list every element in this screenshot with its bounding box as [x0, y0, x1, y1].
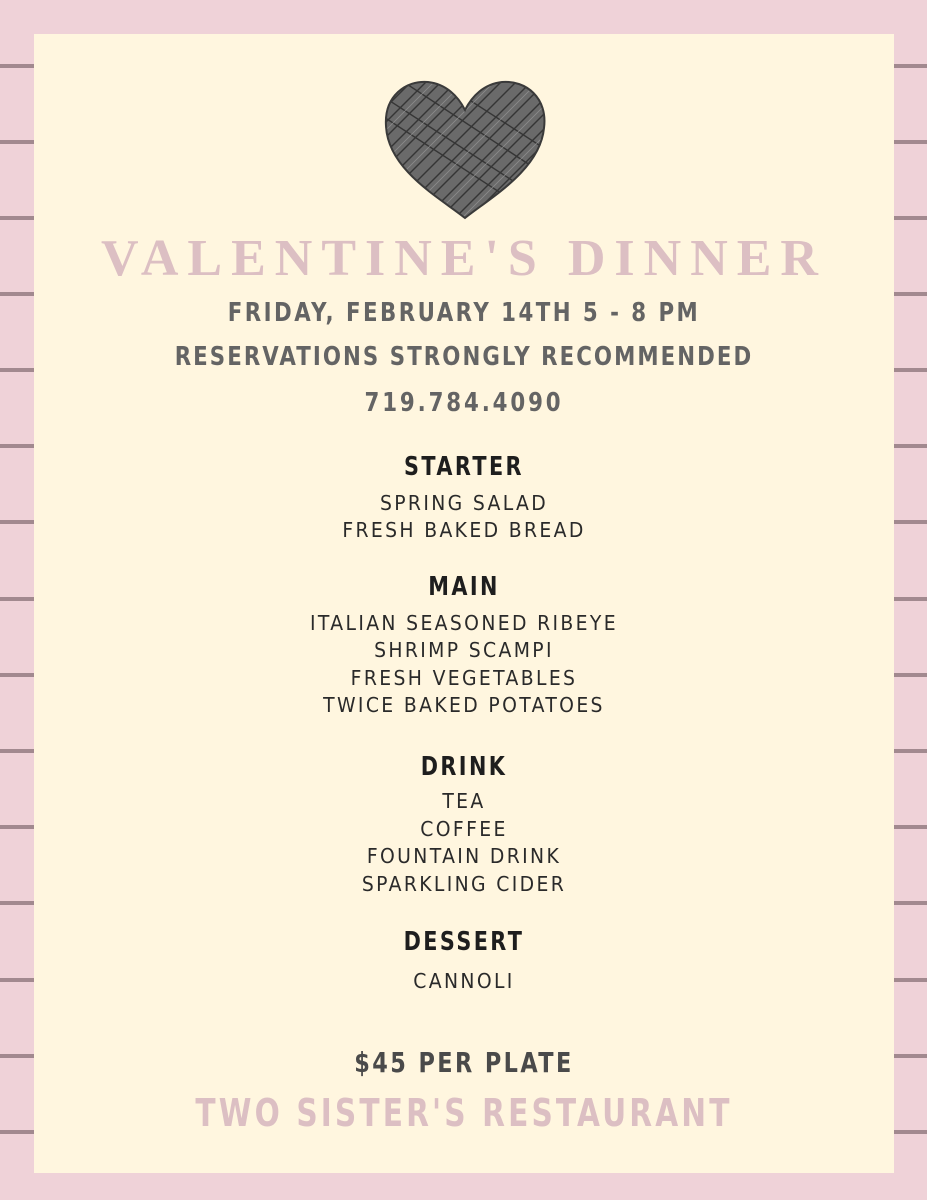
border-stripe	[894, 444, 927, 448]
border-stripe	[0, 673, 34, 677]
border-stripe	[894, 978, 927, 982]
border-stripe	[894, 749, 927, 753]
price-per-plate: $45 PER PLATE	[354, 1046, 574, 1079]
section-heading-dessert: DESSERT	[403, 927, 525, 957]
border-stripe	[894, 216, 927, 220]
section-heading-starter: STARTER	[404, 452, 524, 482]
menu-item: TWICE BAKED POTATOES	[323, 693, 605, 717]
menu-item: FOUNTAIN DRINK	[366, 844, 562, 868]
border-stripe	[0, 825, 34, 829]
phone-number[interactable]: 719.784.4090	[364, 388, 564, 418]
event-date-time: FRIDAY, FEBRUARY 14TH 5 - 8 PM	[227, 298, 701, 328]
border-stripe	[0, 597, 34, 601]
restaurant-name: TWO SISTER'S RESTAURANT	[195, 1091, 733, 1135]
border-stripe	[894, 597, 927, 601]
border-stripe	[0, 64, 34, 68]
border-stripe	[0, 368, 34, 372]
border-stripe	[894, 292, 927, 296]
border-stripe	[0, 520, 34, 524]
menu-item: ITALIAN SEASONED RIBEYE	[310, 611, 618, 635]
border-stripe	[0, 1054, 34, 1058]
border-stripe	[894, 140, 927, 144]
border-stripe	[0, 978, 34, 982]
section-heading-drink: DRINK	[420, 752, 508, 782]
border-stripe	[894, 825, 927, 829]
menu-item: FRESH BAKED BREAD	[342, 518, 586, 542]
border-stripe	[0, 444, 34, 448]
border-stripe	[894, 520, 927, 524]
border-stripe	[894, 673, 927, 677]
menu-item: SPARKLING CIDER	[361, 872, 567, 896]
menu-item: COFFEE	[420, 817, 508, 841]
border-stripe	[0, 140, 34, 144]
section-heading-main: MAIN	[428, 572, 500, 602]
border-stripe	[0, 292, 34, 296]
border-stripe	[894, 1054, 927, 1058]
border-stripe	[894, 901, 927, 905]
menu-item: SPRING SALAD	[379, 491, 549, 515]
border-stripe	[894, 368, 927, 372]
border-stripe	[0, 216, 34, 220]
border-stripe	[0, 901, 34, 905]
reservation-note: RESERVATIONS STRONGLY RECOMMENDED	[174, 342, 754, 372]
menu-item: SHRIMP SCAMPI	[374, 638, 554, 662]
menu-item: FRESH VEGETABLES	[350, 666, 578, 690]
event-title: VALENTINE'S DINNER	[101, 230, 827, 287]
border-stripe	[894, 64, 927, 68]
menu-item: CANNOLI	[413, 969, 515, 993]
border-stripe	[0, 1130, 34, 1134]
menu-card	[34, 34, 894, 1173]
scribble-heart-icon	[380, 78, 550, 223]
menu-item: TEA	[442, 789, 486, 813]
border-stripe	[894, 1130, 927, 1134]
border-stripe	[0, 749, 34, 753]
